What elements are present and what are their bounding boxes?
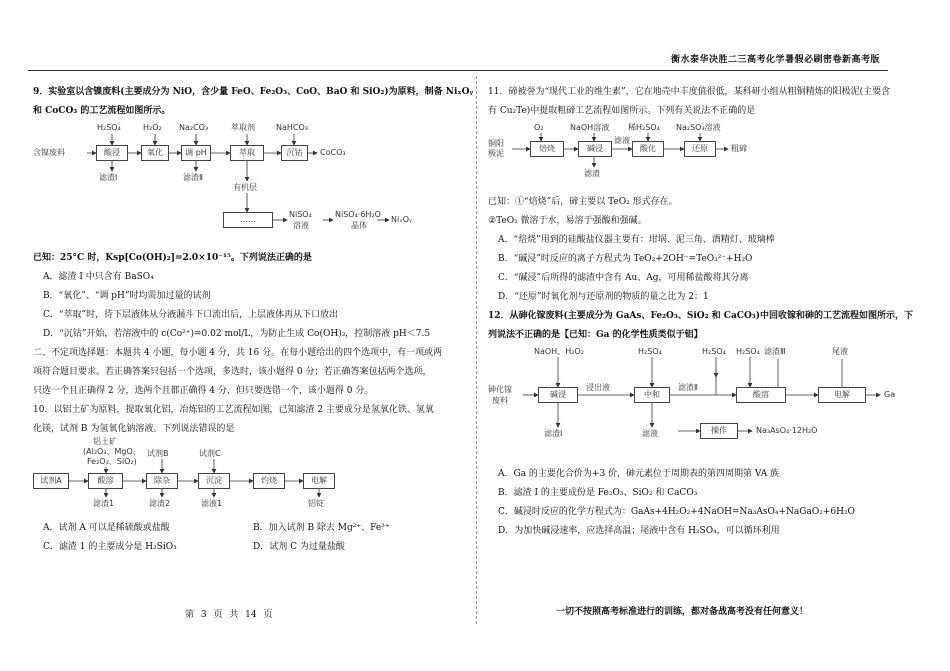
q11-start-line2: 极泥 [488,149,504,158]
q12-step-alkali-leach: 碱浸 [538,387,578,403]
q12-option-d: D．为加快碱浸速率，应选择高温；尾液中含有 H₂SO₄，可以循环利用 [498,526,780,536]
q10-residue-2: 滤渣2 [149,499,171,508]
q9-stem-line2: 和 CoCO₃ 的工艺流程如图所示。 [33,106,171,116]
q12-step-operation: 操作 [700,423,738,439]
q11-step-alkali-leach: 碱浸 [578,141,612,157]
q11-step-acidify: 酸化 [632,141,664,157]
q12-stem-line1: 12．从砷化镓废料(主要成分为 GaAs、Fe₂O₃、SiO₂ 和 CaCO₃)中回收镓和砷的工艺流程如图所示，下 [488,311,913,321]
q12-leachate: 浸出液 [586,383,610,392]
q9-option-d: D．“沉钴”开始，若溶液中的 c(Co²⁺)=0.02 mol/L，为防止生成 Co(OH)₂，控制溶液 pH＜7.5 [43,329,431,339]
q11-option-a: A．“焙烧”用到的硅酸盐仪器主要有：坩埚、泥三角、酒精灯、玻璃棒 [498,235,775,245]
q12-flow-diagram [488,345,908,465]
column-divider [476,76,477,624]
q9-step-oxidize: 氧化 [141,145,169,161]
q12-product-ga: Ga [884,390,896,399]
section2-line3: 只选一个且正确得 2 分，选两个且都正确得 4 分，但只要选错一个，该小题得 0 分。 [33,386,374,396]
q11-residue: 滤渣 [584,169,600,178]
q10-option-d: D．试剂 C 为过量盐酸 [253,542,345,552]
q9-stem-line1: 9．实验室以含镍废料(主要成分为 NiO，含少量 FeO、Fe₂O₃、CoO、BaO 和 SiO₂)为原料，制备 NiₓOᵧ [33,87,474,97]
q9-reagent-extractant: 萃取剂 [231,123,255,132]
q9-organic-layer: 有机层 [233,183,257,192]
page-header: 衡水泰华决胜二三高考化学暑假必刷密卷新高考版 [670,55,880,65]
q12-reagent-naoh-h2o2: NaOH、H₂O₂ [534,347,584,356]
q10-step-precipitate: 沉淀 [198,473,230,489]
q9-step-extract: 萃取 [230,145,264,161]
q9-step-unknown: …… [223,212,273,228]
q11-start-line1: 铜阳 [488,139,504,148]
q11-step-roast: 焙烧 [530,141,564,157]
q10-options-row2 [33,538,463,557]
q9-option-a: A．滤渣 I 中只含有 BaSO₄ [43,272,154,282]
q11-given-2: ②TeO₂ 微溶于水，易溶于强酸和强碱。 [488,216,647,226]
q11-reagent-naoh: NaOH溶液 [570,123,610,132]
q12-option-a: A．Ga 的主要化合价为+3 价，砷元素位于周期表的第四周期第 VA 族 [498,469,780,479]
q10-step-electrolysis: 电解 [303,473,335,489]
q11-option-b: B．“碱浸”时反应的离子方程式为 TeO₂+2OH⁻=TeO₃²⁻+H₂O [498,254,753,264]
q12-residue-1: 滤渣Ⅰ [544,429,563,438]
q11-option-c: C．“碱浸”后所得的滤渣中含有 Au、Ag，可用稀盐酸将其分离 [498,273,749,283]
q11-product: 粗碲 [731,144,747,153]
q10-option-b: B．加入试剂 B 除去 Mg²⁺、Fe³⁺ [253,523,390,533]
q12-option-b: B．滤渣 I 的主要成份是 Fe₂O₃、SiO₂ 和 CaCO₃ [498,488,698,498]
q9-step-acid-leach: 酸浸 [96,145,128,161]
q9-reagent-h2o2: H₂O₂ [143,123,162,132]
q10-residue-1: 滤渣1 [93,499,115,508]
header-rule [28,70,888,71]
q11-filtrate: 滤液 [614,136,630,145]
q10-ore-comp1: (Al₂O₃、MgO、 [83,447,141,456]
q9-start-label: 含镍废料 [33,148,65,157]
left-column [33,83,474,557]
section2-line1: 二、不定项选择题：本题共 4 小题，每小题 4 分，共 16 分。在每小题给出的四个选项中，有一项或两 [33,348,443,358]
q11-reagent-na2so3: Na₂SO₃溶液 [676,123,721,132]
q12-reagent-h2so4-3: H₂SO₄ [736,347,760,356]
q9-flow-diagram [33,121,463,249]
q10-flow-diagram [33,439,463,519]
q10-ore-comp2: Fe₂O₃、SiO₂) [87,457,137,466]
q11-step-reduce: 还原 [684,141,716,157]
q10-option-a: A．试剂 A 可以是稀硫酸或盐酸 [43,523,170,533]
q10-options-row1 [33,519,463,538]
q11-flow-diagram [488,121,908,193]
q12-step-electrolysis: 电解 [818,387,866,403]
q11-reagent-o2: O₂ [534,123,544,132]
q12-filtrate: 滤液 [642,429,658,438]
q12-residue-2: 滤渣Ⅱ [678,383,698,392]
q12-reagent-h2so4-1: H₂SO₄ [638,347,662,356]
q10-option-c: C．滤渣 1 的主要成分是 H₂SiO₃ [43,542,177,552]
q12-start-line1: 砷化镓 [488,385,512,394]
q12-arsenate-product: Na₃AsO₄·12H₂O [756,426,818,435]
q9-reagent-nahco3: NaHCO₃ [276,123,308,132]
q9-hydrate: NiSO₄·6H₂O [335,210,381,219]
q9-product-coco3: CoCO₃ [320,148,346,157]
q12-flow-arrows [488,345,908,465]
q9-reagent-na2co3: Na₂CO₃ [179,123,209,132]
q11-reagent-h2so4: 稀H₂SO₄ [628,123,660,132]
q12-step-neutralize: 中和 [634,387,670,403]
q12-tail-liquid: 尾液 [832,347,848,356]
q9-residue-1: 滤渣Ⅰ [99,173,118,182]
q10-stem-line1: 10．以铝土矿为原料，提取氧化铝，冶炼铝的工艺流程如图，已知滤渣 2 主要成分是氢氧化铁、氢氧 [33,405,434,415]
q11-stem-line1: 11．碲被誉为“现代工业的维生素”，它在地壳中丰度值很低，某科研小组从粗铜精炼的阳极泥(主要含 [488,87,891,97]
page-number: 第 3 页 共 14 页 [185,610,273,620]
q9-niso4: NiSO₄ [289,210,312,219]
q10-product-ingot: 铝锭 [308,499,324,508]
right-column [488,83,913,541]
q9-hydrate-crystal: 晶体 [351,221,367,230]
q10-ore: 铝土矿 [93,437,117,446]
q10-step-remove-impurity: 除杂 [146,473,178,489]
q12-step-acid-dissolve: 酸溶 [736,387,786,403]
q10-reagent-c: 试剂C [199,449,221,458]
q9-option-b: B．“氧化”、“调 pH”时均需加过量的试剂 [43,291,211,301]
q9-final-product: NiₓOᵧ [391,215,413,224]
q12-start-line2: 废料 [492,396,508,405]
section2-line2: 项符合题目要求。若正确答案只包括一个选项，多选时，该小题得 0 分；若正确答案包括两个选项， [33,367,432,377]
q12-stem-line2: 列说法不正确的是【已知：Ga 的化学性质类似于铝】 [488,330,703,340]
q10-filtrate-1: 滤液1 [201,499,223,508]
q9-residue-2: 滤渣Ⅱ [183,173,203,182]
q10-step-acid-dissolve: 酸溶 [88,473,123,489]
motto-banner: 一切不按照高考标准进行的训练，都对备战高考没有任何意义！ [556,607,809,617]
q9-option-c: C．“萃取”时，待下层液体从分液漏斗下口流出后，上层液体再从下口放出 [43,310,339,320]
q9-step-adjust-ph: 调 pH [181,145,211,161]
q12-reagent-h2so4-2: H₂SO₄ [702,347,726,356]
q11-option-d: D．“还原”时氧化剂与还原剂的物质的量之比为 2：1 [498,292,709,302]
q9-reagent-h2so4: H₂SO₄ [97,123,121,132]
q12-residue-3: 滤渣Ⅲ [764,347,786,356]
q10-step-calcine: 灼烧 [253,473,285,489]
q10-reagent-b: 试剂B [147,449,169,458]
q12-option-c: C．碱浸时反应的化学方程式为：GaAs+4H₂O₂+4NaOH=Na₃AsO₄+NaGaO₂+6H₂O [498,507,855,517]
q9-niso4-solution: 溶液 [293,221,309,230]
q9-step-precipitate-co: 沉钴 [281,145,308,161]
q9-given: 已知：25°C 时，Ksp[Co(OH)₂]=2.0×10⁻¹⁵。下列说法正确的是 [33,253,312,263]
q10-stem-line2: 化镁，试剂 B 为氢氧化钠溶液。下列说法错误的是 [33,424,235,434]
q10-reagent-a: 试剂A [33,473,69,489]
q11-stem-line2: 有 Cu₂Te)中提取粗碲工艺流程如图所示。下列有关说法不正确的是 [488,106,756,116]
q11-given-1: 已知：①“焙烧”后，碲主要以 TeO₂ 形式存在。 [488,197,678,207]
